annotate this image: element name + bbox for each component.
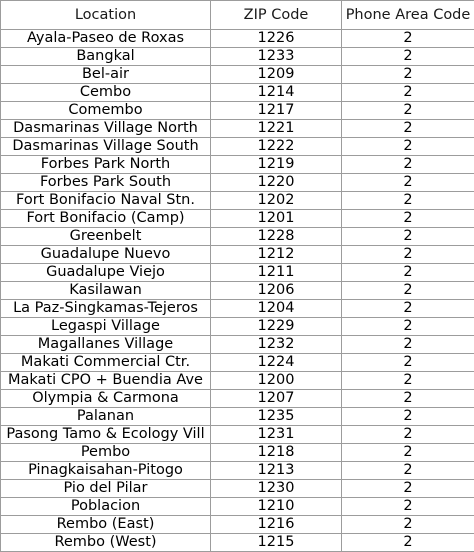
location-cell: Greenbelt <box>1 228 211 246</box>
zip-code-cell: 1229 <box>211 318 342 336</box>
table-row <box>1 498 474 516</box>
table-row <box>1 390 474 408</box>
area-code-cell: 2 <box>342 480 474 498</box>
zip-code-cell: 1222 <box>211 138 342 156</box>
zip-code-cell: 1228 <box>211 228 342 246</box>
location-cell: Magallanes Village <box>1 336 211 354</box>
area-code-cell: 2 <box>342 390 474 408</box>
location-cell: Makati Commercial Ctr. <box>1 354 211 372</box>
location-cell: Kasilawan <box>1 282 211 300</box>
location-cell: Legaspi Village <box>1 318 211 336</box>
table-row <box>1 300 474 318</box>
table-row <box>1 318 474 336</box>
zip-code-cell: 1220 <box>211 174 342 192</box>
location-cell: Poblacion <box>1 498 211 516</box>
location-cell: Bangkal <box>1 48 211 66</box>
location-cell: Comembo <box>1 102 211 120</box>
location-cell: Makati CPO + Buendia Ave <box>1 372 211 390</box>
zip-code-cell: 1210 <box>211 498 342 516</box>
table-row <box>1 174 474 192</box>
table-row <box>1 372 474 390</box>
area-code-cell: 2 <box>342 426 474 444</box>
table-row <box>1 66 474 84</box>
area-code-cell: 2 <box>342 120 474 138</box>
location-cell: La Paz-Singkamas-Tejeros <box>1 300 211 318</box>
table-row <box>1 534 474 552</box>
table-row <box>1 426 474 444</box>
zip-code-cell: 1211 <box>211 264 342 282</box>
area-code-cell: 2 <box>342 282 474 300</box>
location-cell: Rembo (East) <box>1 516 211 534</box>
location-cell: Dasmarinas Village North <box>1 120 211 138</box>
zip-code-cell: 1202 <box>211 192 342 210</box>
zip-code-cell: 1204 <box>211 300 342 318</box>
table-row <box>1 480 474 498</box>
area-code-cell: 2 <box>342 408 474 426</box>
location-cell: Ayala-Paseo de Roxas <box>1 30 211 48</box>
area-code-cell: 2 <box>342 48 474 66</box>
area-code-cell: 2 <box>342 102 474 120</box>
location-cell: Fort Bonifacio (Camp) <box>1 210 211 228</box>
table-row <box>1 336 474 354</box>
table-row <box>1 210 474 228</box>
location-cell: Pinagkaisahan-Pitogo <box>1 462 211 480</box>
zip-code-cell: 1206 <box>211 282 342 300</box>
location-cell: Forbes Park South <box>1 174 211 192</box>
table-row <box>1 228 474 246</box>
area-code-cell: 2 <box>342 444 474 462</box>
area-code-cell: 2 <box>342 498 474 516</box>
area-code-cell: 2 <box>342 84 474 102</box>
location-cell: Palanan <box>1 408 211 426</box>
zip-code-cell: 1217 <box>211 102 342 120</box>
zip-code-cell: 1226 <box>211 30 342 48</box>
area-code-cell: 2 <box>342 156 474 174</box>
zip-code-cell: 1235 <box>211 408 342 426</box>
area-code-cell: 2 <box>342 264 474 282</box>
zip-code-cell: 1213 <box>211 462 342 480</box>
area-code-cell: 2 <box>342 300 474 318</box>
table-row <box>1 516 474 534</box>
table-row <box>1 156 474 174</box>
zip-code-cell: 1231 <box>211 426 342 444</box>
table-row <box>1 138 474 156</box>
table-row <box>1 246 474 264</box>
area-code-cell: 2 <box>342 192 474 210</box>
zip-code-cell: 1214 <box>211 84 342 102</box>
location-cell: Guadalupe Nuevo <box>1 246 211 264</box>
location-cell: Bel-air <box>1 66 211 84</box>
zip-code-cell: 1215 <box>211 534 342 552</box>
area-code-cell: 2 <box>342 66 474 84</box>
table-row <box>1 48 474 66</box>
table-row <box>1 444 474 462</box>
area-code-cell: 2 <box>342 138 474 156</box>
header-row <box>1 1 474 30</box>
zip-code-cell: 1212 <box>211 246 342 264</box>
area-code-cell: 2 <box>342 516 474 534</box>
table-row <box>1 282 474 300</box>
zip-code-cell: 1207 <box>211 390 342 408</box>
location-cell: Dasmarinas Village South <box>1 138 211 156</box>
zip-code-cell: 1200 <box>211 372 342 390</box>
zip-code-cell: 1209 <box>211 66 342 84</box>
zip-code-cell: 1221 <box>211 120 342 138</box>
area-code-cell: 2 <box>342 336 474 354</box>
area-code-cell: 2 <box>342 30 474 48</box>
location-cell: Cembo <box>1 84 211 102</box>
location-cell: Olympia & Carmona <box>1 390 211 408</box>
area-code-cell: 2 <box>342 174 474 192</box>
area-code-cell: 2 <box>342 318 474 336</box>
area-code-cell: 2 <box>342 246 474 264</box>
header-phone-area-code: Phone Area Code <box>342 1 474 30</box>
table-row <box>1 408 474 426</box>
zip-code-cell: 1218 <box>211 444 342 462</box>
zip-code-cell: 1233 <box>211 48 342 66</box>
header-zip-code: ZIP Code <box>211 1 342 30</box>
header-location: Location <box>1 1 211 30</box>
zip-code-cell: 1224 <box>211 354 342 372</box>
table-row <box>1 102 474 120</box>
zip-code-cell: 1232 <box>211 336 342 354</box>
area-code-cell: 2 <box>342 462 474 480</box>
area-code-cell: 2 <box>342 354 474 372</box>
location-cell: Guadalupe Viejo <box>1 264 211 282</box>
zip-code-cell: 1230 <box>211 480 342 498</box>
location-cell: Pasong Tamo & Ecology Vill <box>1 426 211 444</box>
location-cell: Pembo <box>1 444 211 462</box>
zip-code-cell: 1219 <box>211 156 342 174</box>
zip-code-cell: 1216 <box>211 516 342 534</box>
area-code-cell: 2 <box>342 372 474 390</box>
table-row <box>1 192 474 210</box>
table-row <box>1 264 474 282</box>
location-cell: Rembo (West) <box>1 534 211 552</box>
area-code-cell: 2 <box>342 228 474 246</box>
table-row <box>1 120 474 138</box>
zip-code-cell: 1201 <box>211 210 342 228</box>
table-row <box>1 84 474 102</box>
table-row <box>1 462 474 480</box>
location-cell: Fort Bonifacio Naval Stn. <box>1 192 211 210</box>
location-cell: Pio del Pilar <box>1 480 211 498</box>
table-row <box>1 30 474 48</box>
area-code-cell: 2 <box>342 210 474 228</box>
location-cell: Forbes Park North <box>1 156 211 174</box>
area-code-cell: 2 <box>342 534 474 552</box>
table-row <box>1 354 474 372</box>
